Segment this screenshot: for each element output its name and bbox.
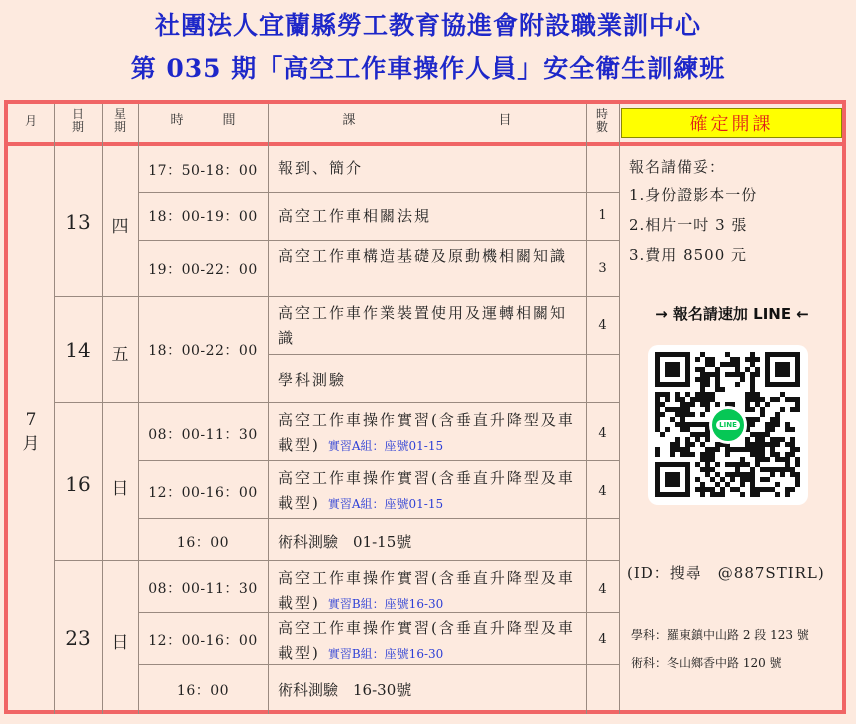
course-text: 高空工作車操作實習(含垂直升降型及車載型) <box>278 469 575 512</box>
row-hours: 4 <box>598 484 607 499</box>
row-time: 18：00-22：00 <box>148 343 258 359</box>
group-note: 實習A組：座號01-15 <box>327 497 444 511</box>
row-time: 18：00-19：00 <box>148 209 258 225</box>
group-note: 實習B組：座號16-30 <box>327 647 444 661</box>
row-course: 學科測驗 <box>278 371 347 389</box>
course-text: 高空工作車操作實習(含垂直升降型及車載型) <box>278 411 575 454</box>
day-23: 23 <box>65 626 91 650</box>
row-time: 12：00-16：00 <box>148 633 258 649</box>
day-13: 13 <box>65 210 91 234</box>
row-course <box>278 566 578 617</box>
row-course <box>278 616 578 667</box>
row-hours: 4 <box>598 318 607 333</box>
prep-item: 2.相片一吋 3 張 <box>629 216 748 234</box>
header-day: 日 期 <box>71 107 84 134</box>
prep-item: 1.身份證影本一份 <box>629 186 758 204</box>
practical-location: 術科：冬山鄉香中路 120 號 <box>631 656 782 670</box>
page-title-line2: 第 035 期「高空工作車操作人員」安全衛生訓練班 <box>130 54 726 83</box>
header-hours: 時 數 <box>595 107 608 134</box>
row-time: 17：50-18：00 <box>148 163 258 179</box>
weekday-13: 四 <box>111 217 129 237</box>
row-course: 術科測驗 01-15號 <box>278 533 412 551</box>
line-id: (ID：搜尋 @887STIRL) <box>627 564 825 582</box>
row-course <box>278 408 578 459</box>
status-badge: 確定開課 <box>621 108 842 138</box>
row-time: 16：00 <box>176 535 230 551</box>
header-course: 課 目 <box>342 113 512 129</box>
row-hours: 1 <box>598 208 607 223</box>
weekday-23: 日 <box>111 633 129 653</box>
row-course: 高空工作車構造基礎及原動機相關知識 <box>278 247 568 265</box>
academic-location: 學科：羅東鎮中山路 2 段 123 號 <box>631 628 809 642</box>
row-course: 高空工作車相關法規 <box>278 207 432 225</box>
weekday-14: 五 <box>111 345 129 365</box>
row-time: 12：00-16：00 <box>148 485 258 501</box>
row-hours: 3 <box>598 261 607 276</box>
row-hours: 4 <box>598 582 607 597</box>
month-value: 7 月 <box>22 410 40 454</box>
row-hours: 4 <box>598 632 607 647</box>
prep-title: 報名請備妥： <box>629 158 726 176</box>
day-16: 16 <box>65 472 91 496</box>
header-month: 月 <box>24 113 37 128</box>
row-course <box>278 466 578 517</box>
group-note: 實習B組：座號16-30 <box>327 597 444 611</box>
weekday-16: 日 <box>111 479 129 499</box>
row-course: 高空工作車作業裝置使用及運轉相關知識 <box>278 304 568 347</box>
page-title-line1: 社團法人宜蘭縣勞工教育協進會附設職業訓中心 <box>154 11 701 40</box>
row-time: 19：00-22：00 <box>148 262 258 278</box>
line-qr-code[interactable] <box>648 345 808 505</box>
line-logo-text: LINE <box>716 420 740 430</box>
group-note: 實習A組：座號01-15 <box>327 439 444 453</box>
day-14: 14 <box>65 338 91 362</box>
course-text: 高空工作車操作實習(含垂直升降型及車載型) <box>278 569 575 612</box>
row-time: 08：00-11：30 <box>148 581 258 597</box>
header-weekday: 星 期 <box>113 107 126 134</box>
line-callout: → 報名請速加 LINE ← <box>655 305 809 323</box>
row-time: 08：00-11：30 <box>148 427 258 443</box>
row-hours: 4 <box>598 426 607 441</box>
row-course: 術科測驗 16-30號 <box>278 681 412 699</box>
row-course: 報到、簡介 <box>278 159 364 177</box>
prep-item: 3.費用 8500 元 <box>629 246 748 264</box>
row-time: 16：00 <box>176 683 230 699</box>
header-time: 時 間 <box>170 113 236 129</box>
line-logo-icon <box>709 406 747 444</box>
course-text: 高空工作車操作實習(含垂直升降型及車載型) <box>278 619 575 662</box>
